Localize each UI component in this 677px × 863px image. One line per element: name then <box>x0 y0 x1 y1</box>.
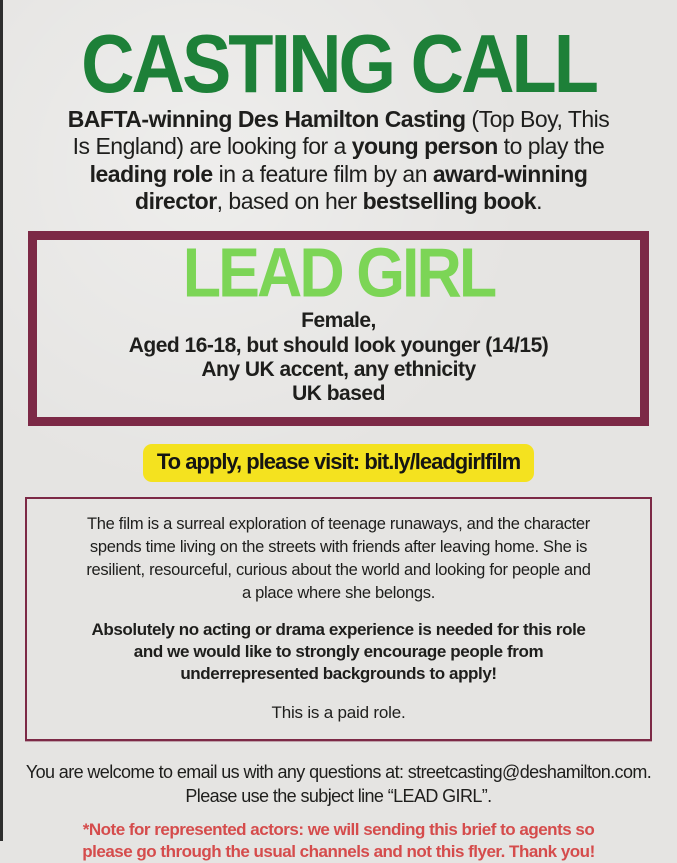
email-address[interactable]: streetcasting@deshamilton.com <box>407 762 647 783</box>
contact-prefix: You are welcome to email us with any questions at: <box>25 762 408 783</box>
page-title: CASTING CALL <box>81 16 596 110</box>
contact-info <box>6 761 671 808</box>
contact-line <box>6 761 671 784</box>
lead-role-box <box>28 231 649 425</box>
paid-role-note: This is a paid role. <box>271 703 406 723</box>
encouragement-note: Absolutely no acting or drama experience is needed for this role and we would like to strongly encourage people from underrepresented backgrounds to apply! <box>91 619 586 684</box>
subject-line: Please use the subject line “LEAD GIRL”. <box>185 785 492 806</box>
film-description: The film is a surreal exploration of teenage runaways, and the character spends time living on the streets with friends after leaving home. She is resilient, resourceful, curious about the world and looking for people and a place where she belongs. <box>86 514 591 602</box>
intro-paragraph: BAFTA-winning Des Hamilton Casting (Top Boy, This Is England) are looking for a young person to play the leading role in a feature film by an award-winning director, based on her bestselling book. <box>67 106 610 215</box>
contact-suffix: . <box>646 762 652 783</box>
represented-actors-note: *Note for represented actors: we will sending this brief to agents so please go through the usual channels and not this flyer. Thank you! <box>82 820 595 862</box>
left-edge-line <box>0 0 3 841</box>
apply-label: To apply, please visit: <box>156 448 365 474</box>
apply-banner <box>143 444 534 482</box>
role-title: LEAD GIRL <box>182 234 495 313</box>
apply-link[interactable]: bit.ly/leadgirlfilm <box>364 448 521 474</box>
role-details: Female, Aged 16-18, but should look younger (14/15) Any UK accent, any ethnicity UK based <box>128 309 549 406</box>
film-description-box <box>25 497 652 742</box>
